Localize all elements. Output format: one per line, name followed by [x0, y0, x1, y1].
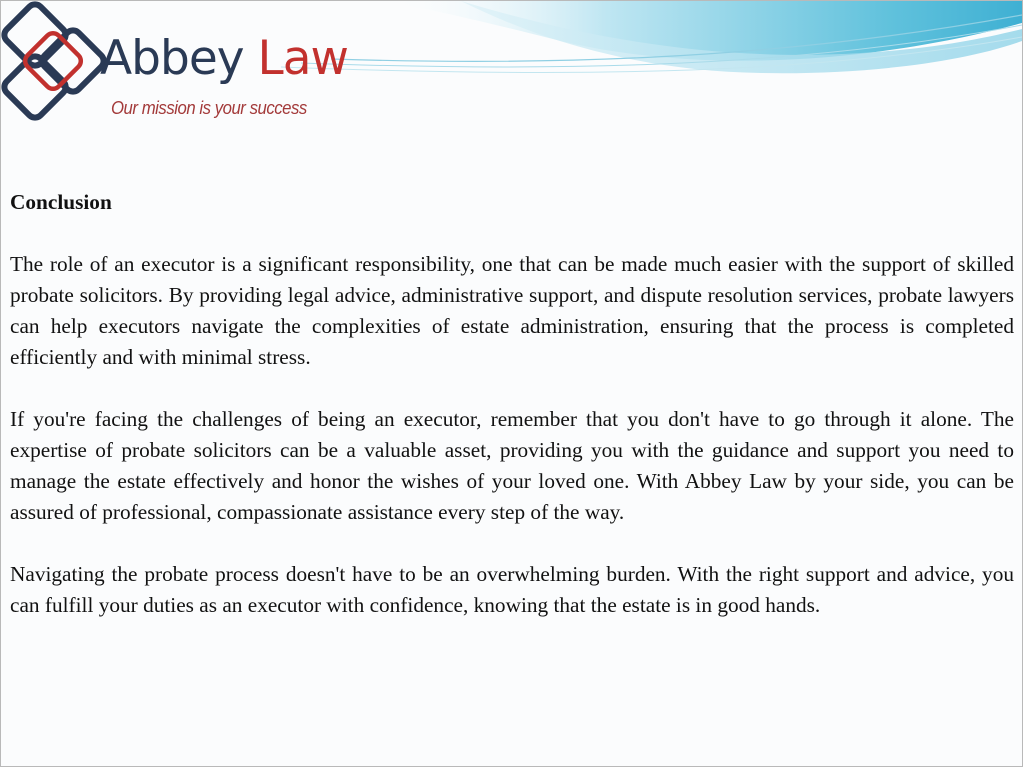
brand-logo[interactable] — [1, 1, 348, 141]
content-body — [10, 187, 1014, 652]
paragraph-1: The role of an executor is a significant responsibility, one that can be made much easier with the support of skilled probate solicitors. By providing legal advice, administrative support, and dispute resolution services, probate lawyers can help executors navigate the complexities of estate administration, ensuring that the process is completed efficiently and with minimal stress. — [10, 252, 1014, 369]
paragraph-3: Navigating the probate process doesn't have to be an overwhelming burden. With the right support and advice, you can fulfill your duties as an executor with confidence, knowing that the estate is in good hands. — [10, 562, 1014, 617]
paragraph-2: If you're facing the challenges of being an executor, remember that you don't have to go through it alone. The expertise of probate solicitors can be a valuable asset, providing you with the guidance and support you need to manage the estate effectively and honor the wishes of your loved one. With Abbey Law by your side, you can be assured of professional, compassionate assistance every step of the way. — [10, 407, 1014, 524]
brand-tagline: Our mission is your success — [111, 98, 307, 118]
brand-name-part1: Abbey — [100, 31, 244, 86]
brand-name — [100, 31, 348, 86]
section-heading: Conclusion — [10, 190, 112, 214]
brand-name-part2: Law — [257, 31, 348, 86]
